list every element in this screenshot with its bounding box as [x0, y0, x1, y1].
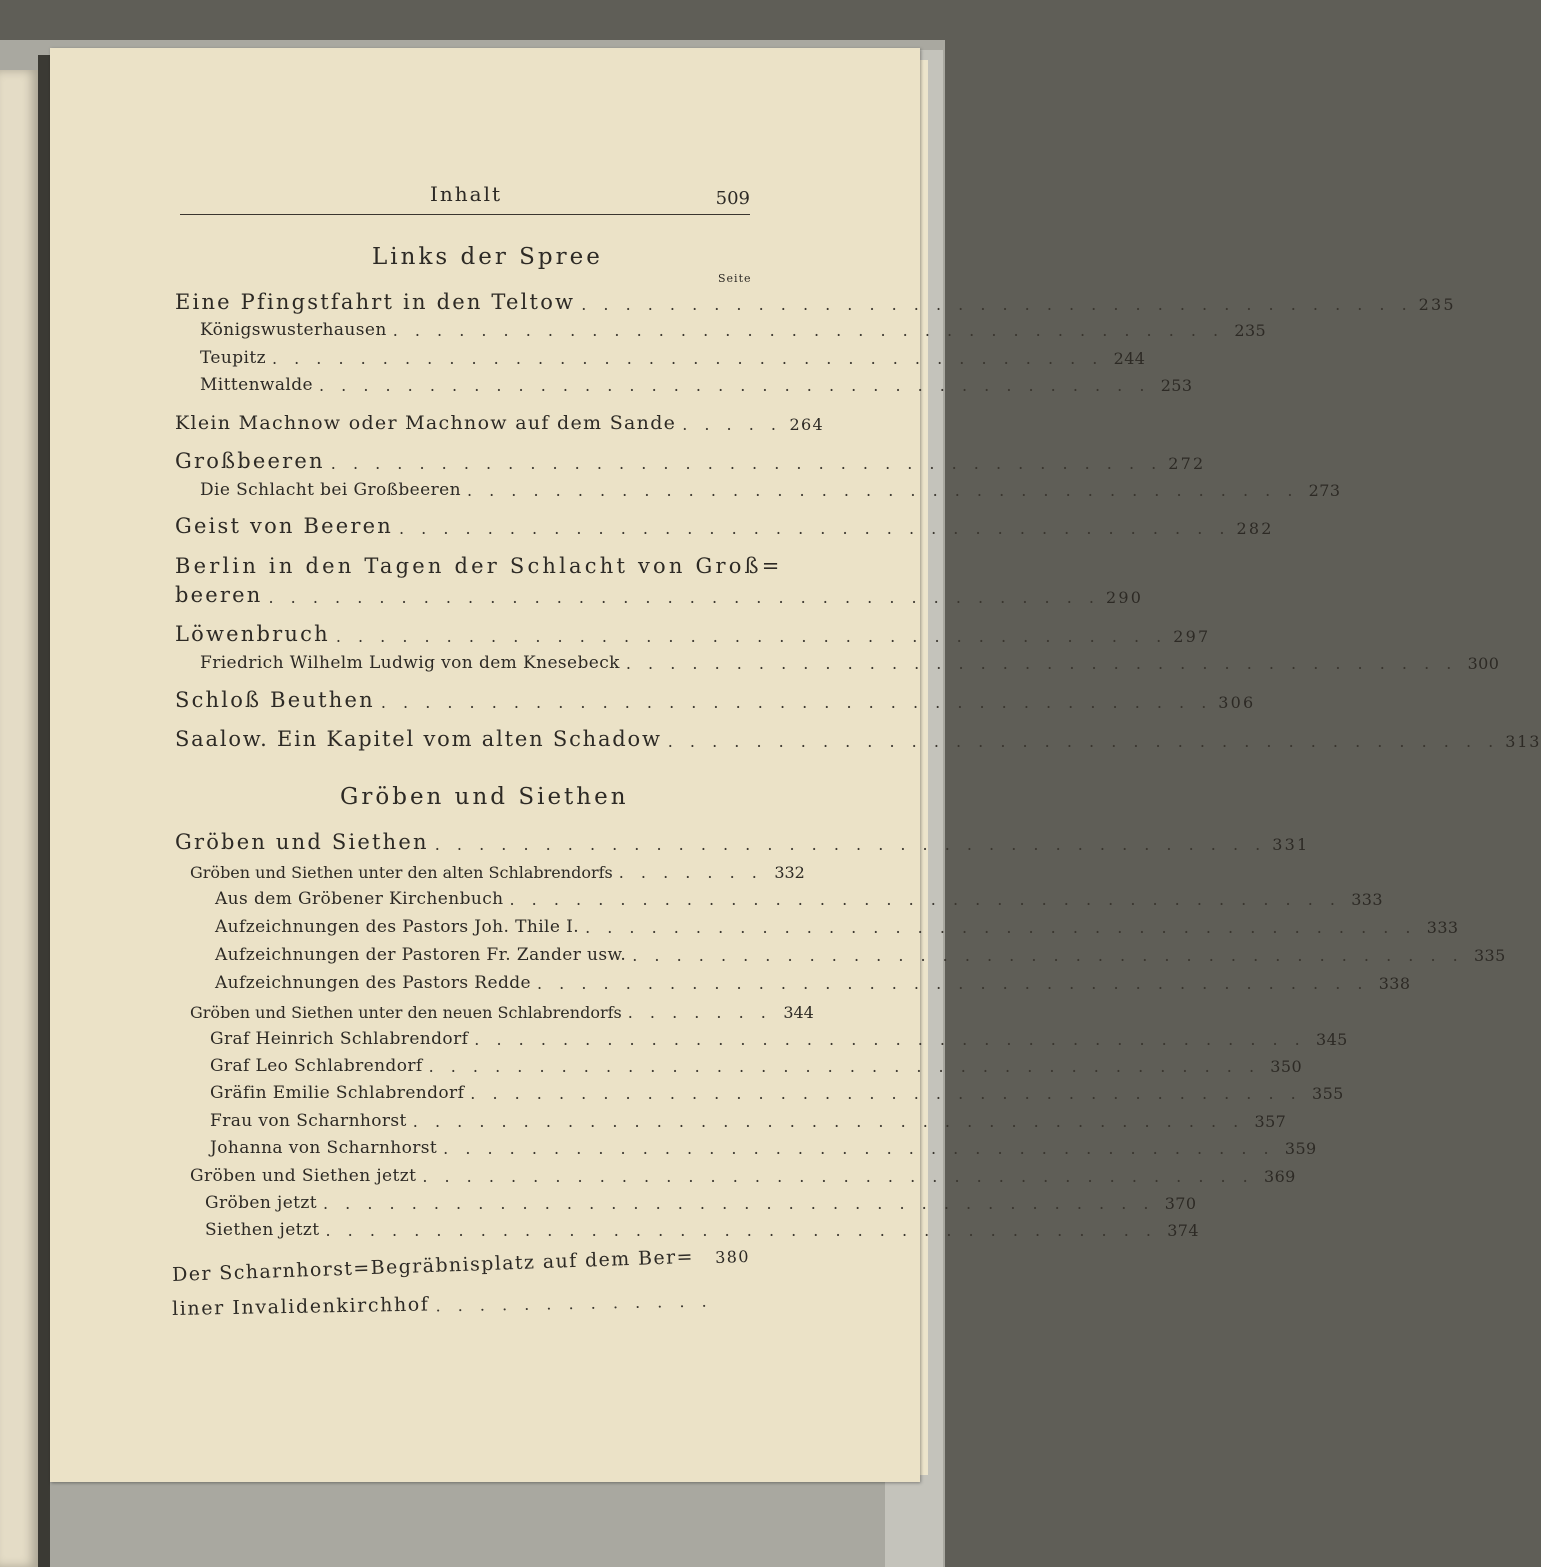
running-head — [180, 182, 750, 215]
toc-entry-page: 235 — [1234, 321, 1267, 340]
toc-entry-page: 264 — [789, 415, 824, 434]
toc-entry-page: 300 — [1467, 654, 1500, 673]
leader-dots: . . . . . . . . . . . . . . . . . . . . . . . . . . . . . . . . . . . . . . — [667, 732, 1500, 751]
toc-entry-title: Aufzeichnungen der Pastoren Fr. Zander usw. — [215, 945, 627, 965]
toc-entry-page: 338 — [1378, 974, 1411, 993]
toc-entry-title: Friedrich Wilhelm Ludwig von dem Knesebeck — [200, 653, 620, 673]
toc-entry[interactable] — [175, 719, 1541, 751]
leader-dots: . . . . . . . . . . . . . . . . . . . . . . . . . . . . . . . . . . . . . . — [581, 295, 1413, 314]
toc-entry-page: 306 — [1218, 693, 1256, 712]
toc-entry[interactable] — [205, 1208, 1199, 1240]
toc-entry-title: Eine Pfingstfahrt in den Teltow — [175, 290, 576, 314]
toc-entry[interactable] — [175, 402, 824, 434]
leader-dots: . . . . . . . . . . . . . . . . . . . . . . . . . . . . . . . . . . . . . . — [271, 349, 1104, 368]
toc-entry-page: 290 — [1105, 588, 1144, 607]
toc-entry-title: Frau von Scharnhorst — [210, 1111, 407, 1131]
running-title: Inhalt — [430, 182, 503, 206]
toc-entry-title: Gröben jetzt — [205, 1193, 317, 1213]
leader-dots: . . . . . . . . . . . . . . . . . . . . . . . . . . . . . . . . . . . . . . — [470, 1084, 1302, 1103]
toc-entry-page: 253 — [1160, 376, 1193, 395]
toc-entry-page: 369 — [1264, 1167, 1296, 1186]
toc-entry-title: liner Invalidenkirchhof — [171, 1293, 430, 1320]
section-heading-groeben-und-siethen: Gröben und Siethen — [340, 784, 629, 810]
leader-dots: . . . . . . . . . . . . . . . . . . . . . . . . . . . . . . . . . . . . . . — [434, 835, 1267, 854]
toc-entry-page: 380 — [714, 1246, 751, 1268]
toc-entry-title: Aufzeichnungen des Pastors Joh. Thile I. — [215, 917, 580, 937]
toc-entry-page: 344 — [783, 1003, 814, 1022]
leader-dots: . . . . . . . . . . . . . — [435, 1291, 713, 1316]
toc-entry-page: 374 — [1167, 1221, 1199, 1240]
toc-entry-title: Siethen jetzt — [205, 1220, 320, 1240]
leader-dots: . . . . . . . . . . . . . . . . . . . . . . . . . . . . . . . . . . . . . . — [474, 1030, 1306, 1049]
toc-entry[interactable] — [215, 961, 1411, 993]
toc-entry-title: Graf Leo Schlabrendorf — [210, 1056, 423, 1076]
toc-entry-title: Großbeeren — [175, 449, 325, 473]
toc-entry-title: Geist von Beeren — [175, 514, 393, 538]
toc-entry-title: Königswusterhausen — [200, 320, 387, 340]
toc-entry-title: Löwenbruch — [175, 622, 330, 646]
toc-entry-page: 345 — [1316, 1030, 1348, 1049]
toc-entry-page: 355 — [1311, 1084, 1344, 1103]
toc-entry-title: Teupitz — [200, 348, 266, 368]
leader-dots: . . . . . . . . . . . . . . . . . . . . . . . . . . . . . . . . . . . . . . — [632, 946, 1464, 965]
leader-dots: . . . . . . . . . . . . . . . . . . . . . . . . . . . . . . . . . . . . . . — [412, 1112, 1245, 1131]
leader-dots: . . . . . . . . . . . . . . . . . . . . . . . . . . . . . . . . . . . . . . — [268, 588, 1100, 607]
leader-dots: . . . . . . . . . . . . . . . . . . . . . . . . . . . . . . . . . . . . . . — [325, 1221, 1157, 1240]
page-column-label: Seite — [718, 272, 752, 285]
toc-entry-title: Gräfin Emilie Schlabrendorf — [210, 1083, 465, 1103]
toc-entry[interactable] — [175, 680, 1256, 712]
toc-entry-title: Graf Heinrich Schlabrendorf — [210, 1029, 469, 1049]
toc-entry-page: 350 — [1270, 1057, 1303, 1076]
leader-dots: . . . . . . . . . . . . . . . . . . . . . . . . . . . . . . . . . . . . . . — [422, 1167, 1254, 1186]
toc-entry-title: Mittenwalde — [200, 375, 313, 395]
toc-entry-title: Aufzeichnungen des Pastors Redde — [215, 973, 531, 993]
leader-dots: . . . . . . . . . . . . . . . . . . . . . . . . . . . . . . . . . . . . . . — [509, 890, 1341, 909]
leader-dots: . . . . . . . . . . . . . . . . . . . . . . . . . . . . . . . . . . . . . . — [392, 321, 1225, 340]
toc-entry-page: 297 — [1173, 627, 1211, 646]
toc-entry[interactable] — [200, 468, 1341, 500]
toc-entry-title: Gröben und Siethen unter den neuen Schlabrendorfs — [190, 1003, 622, 1022]
toc-entry-title: Die Schlacht bei Großbeeren — [200, 480, 461, 500]
leader-dots: . . . . . . . . . . . . . . . . . . . . . . . . . . . . . . . . . . . . . . — [323, 1194, 1155, 1213]
toc-entry-title: Saalow. Ein Kapitel vom alten Schadow — [175, 727, 662, 751]
leader-dots: . . . . . . . . . . . . . . . . . . . . . . . . . . . . . . . . . . . . . . — [335, 627, 1168, 646]
toc-entry-page: 359 — [1284, 1139, 1317, 1158]
toc-entry-title: Aus dem Gröbener Kirchenbuch — [215, 889, 504, 909]
toc-entry-title: beeren — [175, 583, 263, 607]
toc-entry-title: Der Scharnhorst=Begräbnisplatz auf dem Ber= — [171, 1245, 695, 1286]
toc-entry-page: 272 — [1168, 454, 1206, 473]
toc-entry-page: 333 — [1351, 890, 1383, 909]
left-page-edge — [0, 70, 38, 1567]
toc-entry[interactable] — [200, 363, 1193, 395]
leader-dots: . . . . . . . — [627, 1003, 772, 1022]
toc-entry[interactable] — [175, 506, 1274, 538]
leader-dots: . . . . . . . . . . . . . . . . . . . . . . . . . . . . . . . . . . . . . . — [585, 918, 1417, 937]
leader-dots: . . . . . . . . . . . . . . . . . . . . . . . . . . . . . . . . . . . . . . — [428, 1057, 1261, 1076]
toc-entry-page: 332 — [774, 863, 805, 882]
section-heading-links-der-spree: Links der Spree — [372, 244, 603, 270]
toc-entry-title: Gröben und Siethen — [175, 830, 429, 854]
toc-entry-page: 313 — [1505, 732, 1541, 751]
leader-dots: . . . . . . . . . . . . . . . . . . . . . . . . . . . . . . . . . . . . . . — [443, 1139, 1275, 1158]
book-gutter — [38, 55, 50, 1567]
toc-entry-page: 335 — [1473, 946, 1506, 965]
toc-entry-page: 333 — [1426, 918, 1459, 937]
leader-dots: . . . . . . . — [618, 863, 763, 882]
toc-entry-title: Johanna von Scharnhorst — [210, 1138, 438, 1158]
leader-dots: . . . . . — [682, 415, 782, 434]
toc-entry-title: Schloß Beuthen — [175, 688, 375, 712]
toc-entry-page: 282 — [1236, 519, 1274, 538]
leader-dots: . . . . . . . . . . . . . . . . . . . . . . . . . . . . . . . . . . . . . . — [625, 654, 1458, 673]
toc-entry[interactable] — [175, 575, 1144, 607]
toc-entry-page: 370 — [1164, 1194, 1197, 1213]
toc-entry-title: Berlin in den Tagen der Schlacht von Groß= — [175, 554, 783, 578]
toc-entry-page: 235 — [1418, 295, 1456, 314]
toc-entry-page: 273 — [1308, 481, 1341, 500]
toc-entry-title: Gröben und Siethen unter den alten Schlabrendorfs — [190, 863, 613, 882]
leader-dots: . . . . . . . . . . . . . . . . . . . . . . . . . . . . . . . . . . . . . . — [380, 693, 1213, 712]
leader-dots: . . . . . . . . . . . . . . . . . . . . . . . . . . . . . . . . . . . . . . — [318, 376, 1151, 395]
leader-dots: . . . . . . . . . . . . . . . . . . . . . . . . . . . . . . . . . . . . . . — [466, 481, 1299, 500]
page-number: 509 — [715, 188, 750, 209]
leader-dots: . . . . . . . . . . . . . . . . . . . . . . . . . . . . . . . . . . . . . . — [399, 519, 1231, 538]
toc-entry[interactable] — [175, 546, 783, 578]
toc-entry-page: 331 — [1272, 835, 1310, 854]
toc-entry-page: 244 — [1113, 349, 1146, 368]
leader-dots: . . . . . . . . . . . . . . . . . . . . . . . . . . . . . . . . . . . . . . — [537, 974, 1369, 993]
leader-dots: . . . . . . . . . . . . . . . . . . . . . . . . . . . . . . . . . . . . . . — [330, 454, 1163, 473]
toc-entry[interactable] — [200, 641, 1500, 673]
toc-entry-title: Gröben und Siethen jetzt — [190, 1166, 417, 1186]
toc-entry-page: 357 — [1254, 1112, 1287, 1131]
toc-entry-title: Klein Machnow oder Machnow auf dem Sande — [175, 412, 677, 434]
